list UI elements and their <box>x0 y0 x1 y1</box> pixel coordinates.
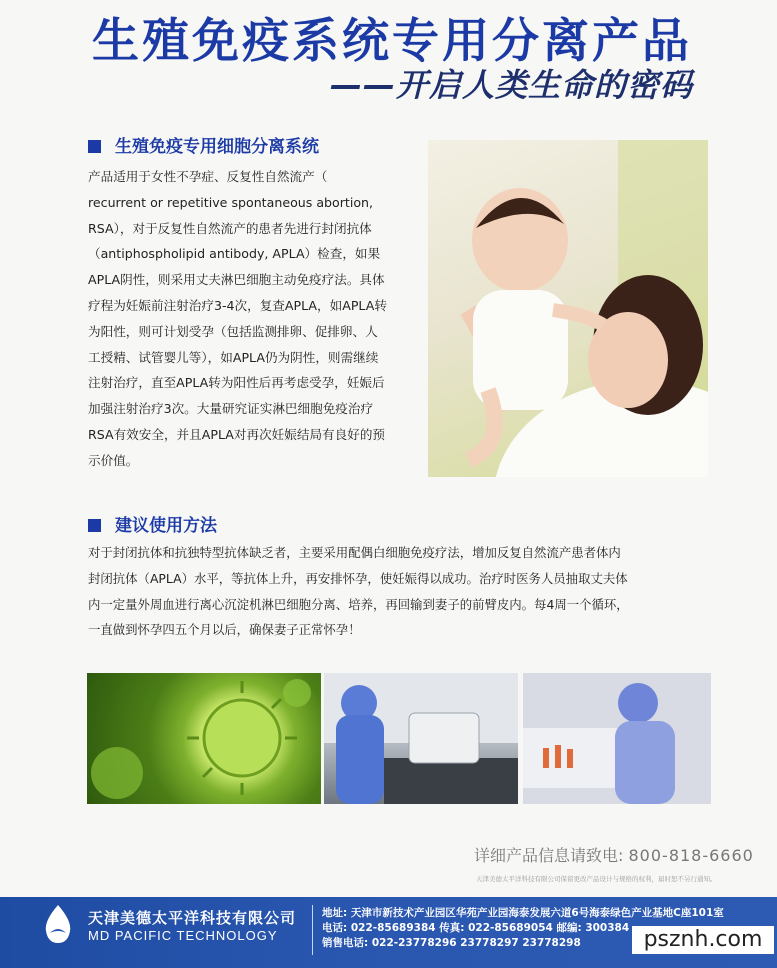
section-heading-text: 建议使用方法 <box>115 516 217 536</box>
text-line: 疗程为妊娠前注射治疗3-4次，复查APLA，如APLA转 <box>88 297 387 313</box>
contact-phone: 800-818-6660 <box>628 846 754 865</box>
disclaimer-note: 天津美德太平洋科技有限公司保留更改产品设计与规格的权利，届时恕不另行通知。 <box>476 875 717 883</box>
company-name-cn: 天津美德太平洋科技有限公司 <box>88 909 297 927</box>
lab-hood-photo <box>523 673 711 804</box>
text-line: recurrent or repetitive spontaneous abortion, <box>88 194 374 210</box>
text-line: （antiphospholipid antibody, APLA）检查，如果 <box>88 246 381 262</box>
page-title: 生殖免疫系统专用分离产品 <box>92 14 692 69</box>
text-line: 工授精、试管婴儿等），如APLA仍为阴性，则需继续 <box>88 349 379 365</box>
lab-worker-illustration <box>324 673 518 804</box>
section-heading-text: 生殖免疫专用细胞分离系统 <box>115 137 319 157</box>
bullet-square-icon <box>88 140 101 153</box>
section-heading-separation-system <box>88 132 319 157</box>
text-line: 示价值。 <box>88 452 139 468</box>
section1-body <box>88 164 418 474</box>
text-line: RSA有效安全，并且APLA对再次妊娠结局有良好的预 <box>88 426 386 442</box>
section2-body <box>88 540 718 643</box>
contact-label: 详细产品信息请致电: <box>474 846 624 865</box>
page-subtitle: ——开启人类生命的密码 <box>330 66 694 104</box>
text-line: 加强注射治疗3次。大量研究证实淋巴细胞免疫治疗 <box>88 401 374 417</box>
cell-virus-photo <box>87 673 321 804</box>
text-line: 一直做到怀孕四五个月以后，确保妻子正常怀孕！ <box>88 622 361 638</box>
company-name-en: MD PACIFIC TECHNOLOGY <box>88 928 278 943</box>
bullet-square-icon <box>88 519 101 532</box>
footer-address: 地址: 天津市新技术产业园区华苑产业园海泰发展六道6号海泰绿色产业基地C座101室 <box>322 907 724 919</box>
footer-phone: 电话: 022-85689384 传真: 022-85689054 邮编: 300384 <box>322 922 630 934</box>
contact-line <box>474 843 754 866</box>
lab-scientist-illustration <box>523 673 711 804</box>
text-line: APLA阴性，则采用丈夫淋巴细胞主动免疫疗法。具体 <box>88 272 385 288</box>
text-line: 封闭抗体（APLA）水平，等抗体上升，再安排怀孕，使妊娠得以成功。治疗时医务人员抽取丈夫体 <box>88 570 628 586</box>
text-line: 产品适用于女性不孕症、反复性自然流产（ <box>88 169 328 184</box>
text-line: 内一定量外周血进行离心沉淀机淋巴细胞分离、培养，再回输到妻子的前臂皮内。每4周一个循环， <box>88 596 629 612</box>
text-line: RSA），对于反复性自然流产的患者先进行封闭抗体 <box>88 220 372 236</box>
text-line: 注射治疗，直至APLA转为阳性后再考虑受孕，妊娠后 <box>88 375 385 391</box>
text-line: 为阳性，则可计划受孕（包括监测排卵、促排卵、人 <box>88 323 378 339</box>
lab-centrifuge-photo <box>324 673 518 804</box>
green-cell-illustration <box>87 673 321 804</box>
footer-sales-phone: 销售电话: 022-23778296 23778297 23778298 <box>322 937 581 949</box>
mother-baby-photo <box>428 140 708 477</box>
watermark: psznh.com <box>632 926 774 954</box>
footer-divider <box>312 905 313 955</box>
text-line: 对于封闭抗体和抗独特型抗体缺乏者，主要采用配偶白细胞免疫疗法，增加反复自然流产患者体内 <box>88 545 621 560</box>
mother-baby-illustration <box>428 140 708 477</box>
section-heading-usage <box>88 511 217 536</box>
company-logo-icon <box>38 903 78 945</box>
